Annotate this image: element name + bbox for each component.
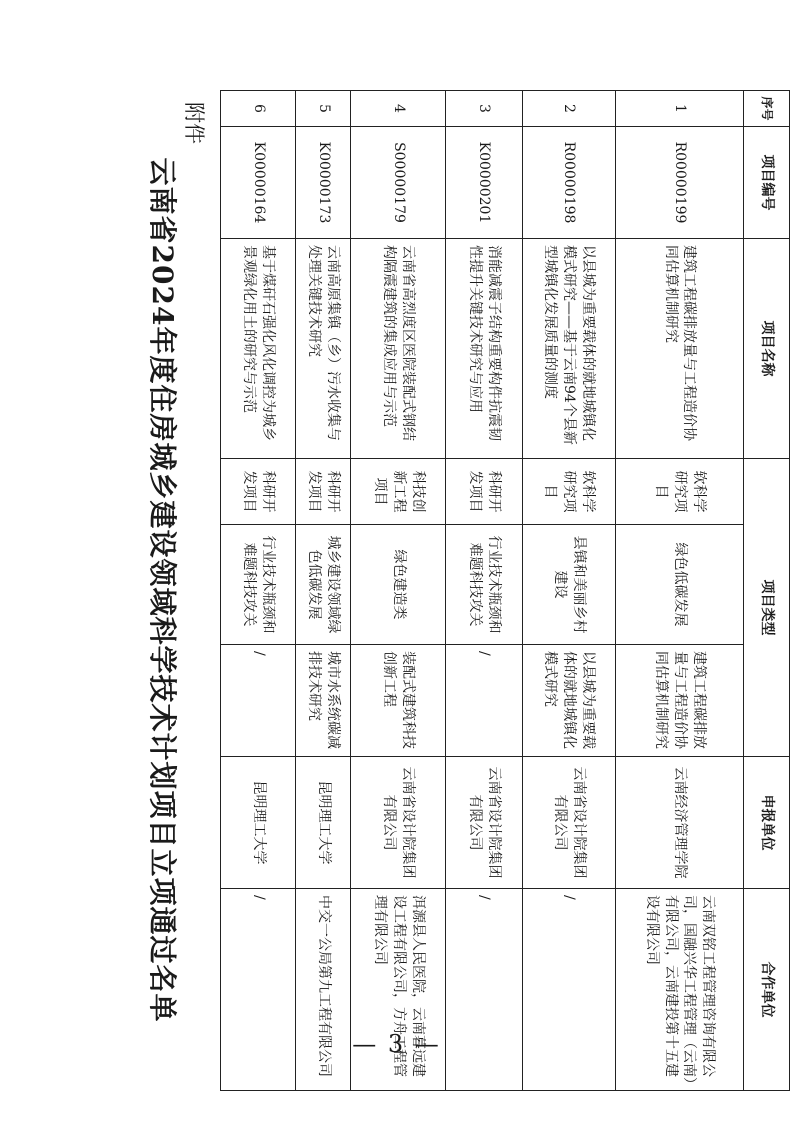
cell-no: 1 <box>616 91 744 127</box>
cell-no: 5 <box>296 91 351 127</box>
cell-applicant: 昆明理工大学 <box>296 757 351 889</box>
cell-type-1: 科技创新工程项目 <box>351 459 446 525</box>
rotated-page-content <box>110 90 790 1090</box>
cell-applicant: 昆明理工大学 <box>221 757 296 889</box>
col-header-partner: 合作单位 <box>744 889 790 1091</box>
cell-type-2: 行业技术瓶颈和难题科技攻关 <box>446 525 522 645</box>
cell-type-2: 城乡建设领域绿色低碳发展 <box>296 525 351 645</box>
cell-name: 云南省高烈度区医院装配式钢结构隔震建筑的集成应用与示范 <box>351 239 446 459</box>
cell-applicant: 云南经济管理学院 <box>616 757 744 889</box>
document-title: 云南省2024年度住房城乡建设领域科学技术计划项目立项通过名单 <box>146 157 179 1023</box>
cell-type-2: 县镇和美丽乡村建设 <box>522 525 615 645</box>
table-header-row <box>744 91 790 1091</box>
cell-type-3: / <box>446 645 522 757</box>
col-header-type: 项目类型 <box>744 459 790 757</box>
cell-code: R00000199 <box>616 127 744 239</box>
table-row <box>446 91 522 1091</box>
cell-partner: / <box>522 889 615 1091</box>
cell-type-1: 科研开发项目 <box>296 459 351 525</box>
cell-type-2: 绿色低碳发展 <box>616 525 744 645</box>
cell-name: 建筑工程碳排放量与工程造价协同估算机制研究 <box>616 239 744 459</box>
cell-name: 云南高原集镇（乡）污水收集与处理关键技术研究 <box>296 239 351 459</box>
table-row <box>351 91 446 1091</box>
appendix-label: 附件 <box>182 102 206 144</box>
cell-name: 消能减震子结构重要构件抗震韧性提升关键技术研究与应用 <box>446 239 522 459</box>
cell-type-2: 绿色建造类 <box>351 525 446 645</box>
cell-name: 以县城为重要载体的就地城镇化模式研究——基于云南94个县新型城镇化发展质量的测度 <box>522 239 615 459</box>
cell-type-3: 建筑工程碳排放量与工程造价协同估算机制研究 <box>616 645 744 757</box>
col-header-applicant: 申报单位 <box>744 757 790 889</box>
table-row <box>616 91 744 1091</box>
col-header-code: 项目编号 <box>744 127 790 239</box>
col-header-no: 序号 <box>744 91 790 127</box>
cell-type-1: 软科学研究项目 <box>616 459 744 525</box>
cell-applicant: 云南省设计院集团有限公司 <box>351 757 446 889</box>
table-row <box>296 91 351 1091</box>
cell-no: 2 <box>522 91 615 127</box>
cell-partner: 云南双铭工程管理咨询有限公司，国融兴华工程管理（云南）有限公司，云南建投第十五建设有限公司 <box>616 889 744 1091</box>
cell-applicant: 云南省设计院集团有限公司 <box>446 757 522 889</box>
cell-type-3: 城市水系统碳减排技术研究 <box>296 645 351 757</box>
cell-type-3: 装配式建筑科技创新工程 <box>351 645 446 757</box>
cell-partner: 中交一公局第九工程有限公司 <box>296 889 351 1091</box>
cell-no: 4 <box>351 91 446 127</box>
cell-type-1: 科研开发项目 <box>446 459 522 525</box>
col-header-name: 项目名称 <box>744 239 790 459</box>
cell-applicant: 云南省设计院集团有限公司 <box>522 757 615 889</box>
cell-type-1: 科研开发项目 <box>221 459 296 525</box>
cell-no: 3 <box>446 91 522 127</box>
cell-no: 6 <box>221 91 296 127</box>
table-row <box>221 91 296 1091</box>
cell-partner: 洱源县人民医院，云南暮远建设工程有限公司，方舟工程管理有限公司 <box>351 889 446 1091</box>
cell-code: K00000173 <box>296 127 351 239</box>
table-row <box>522 91 615 1091</box>
cell-code: S00000179 <box>351 127 446 239</box>
cell-code: R00000198 <box>522 127 615 239</box>
cell-name: 基于煤矸石强化风化调控为城乡景观绿化用土的研究与示范 <box>221 239 296 459</box>
cell-type-1: 软科学研究项目 <box>522 459 615 525</box>
cell-code: K00000201 <box>446 127 522 239</box>
cell-partner: / <box>221 889 296 1091</box>
page-number: — 3 — <box>352 1030 441 1058</box>
cell-type-3: 以县城为重要载体的就地城镇化模式研究 <box>522 645 615 757</box>
project-table <box>220 90 790 1091</box>
cell-code: K00000164 <box>221 127 296 239</box>
cell-type-3: / <box>221 645 296 757</box>
cell-partner: / <box>446 889 522 1091</box>
cell-type-2: 行业技术瓶颈和难题科技攻关 <box>221 525 296 645</box>
